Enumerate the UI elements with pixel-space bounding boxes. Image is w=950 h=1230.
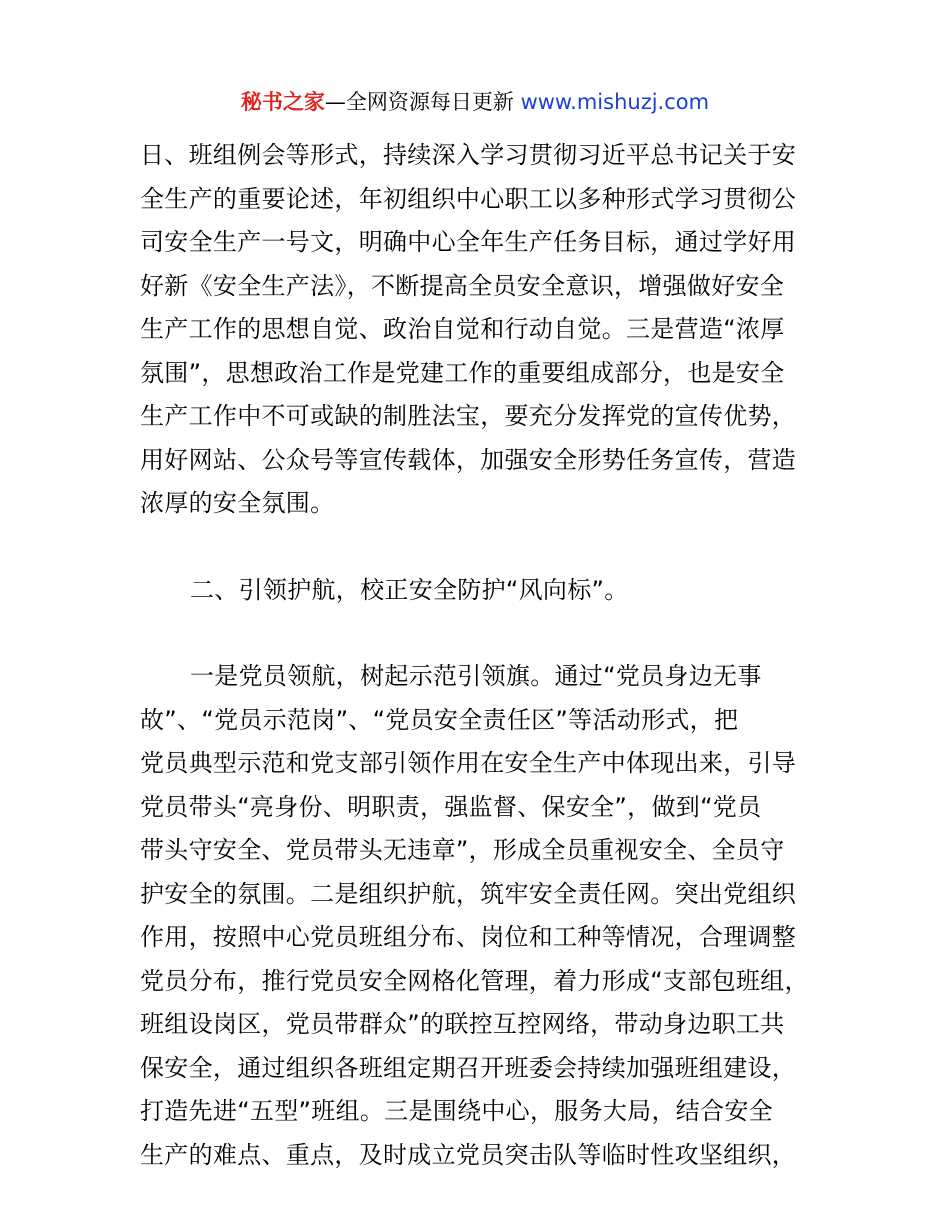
text-line: 氛围”，思想政治工作是党建工作的重要组成部分，也是安全 (140, 358, 785, 387)
text-line: 浓厚的安全氛围。 (140, 489, 335, 517)
text-line: 司安全生产一号文，明确中心全年生产任务目标，通过学好用 (140, 228, 797, 256)
text-line: 党员带头“亮身份、明职责，强监督、保安全”，做到“党员 (140, 792, 762, 821)
text-line: 打造先进“五型”班组。三是围绕中心，服务大局，结合安全 (140, 1097, 773, 1125)
paragraph-spacer (140, 526, 820, 569)
site-header (0, 88, 950, 116)
text-line: 保安全，通过组织各班组定期召开班委会持续加强班组建设， (140, 1053, 797, 1082)
text-line: 生产工作中不可或缺的制胜法宝，要充分发挥党的宣传优势， (140, 402, 797, 430)
section-heading: 二、引领护航，校正安全防护“风向标”。 (190, 575, 629, 604)
header-tagline: —全网资源每日更新 (324, 90, 521, 114)
text-line: 党员分布，推行党员安全网格化管理，着力形成“支部包班组， (140, 966, 809, 995)
text-line: 生产的难点、重点，及时成立党员突击队等临时性攻坚组织， (140, 1140, 797, 1169)
text-line: 班组设岗区，党员带群众”的联控互控网络，带动身边职工共 (140, 1010, 785, 1038)
paragraph-1 (140, 134, 820, 526)
text-line: 好新《安全生产法》，不断提高全员安全意识，增强做好安全 (140, 271, 785, 300)
text-line: 作用，按照中心党员班组分布、岗位和工种等情况，合理调整 (140, 923, 797, 951)
brand-name: 秘书之家 (240, 90, 325, 114)
text-line: 生产工作的思想自觉、政治自觉和行动自觉。三是营造“浓厚 (140, 315, 785, 343)
paragraph-3 (140, 655, 820, 1177)
text-line: 党员典型示范和党支部引领作用在安全生产中体现出来，引导 (140, 749, 797, 777)
site-url-link[interactable]: www.mishuzj.com (520, 90, 710, 114)
text-line: 用好网站、公众号等宣传载体，加强安全形势任务宣传，营造 (140, 445, 797, 474)
text-line: 一是党员领航，树起示范引领旗。通过“党员身边无事 (190, 662, 762, 690)
paragraph-spacer (140, 612, 820, 655)
text-line: 护安全的氛围。二是组织护航，筑牢安全责任网。突出党组织 (140, 879, 797, 908)
document-body (140, 134, 820, 1177)
text-line: 全生产的重要论述，年初组织中心职工以多种形式学习贯彻公 (140, 184, 797, 213)
text-line: 日、班组例会等形式，持续深入学习贯彻习近平总书记关于安 (140, 141, 797, 169)
text-line: 故”、“党员示范岗”、“党员安全责任区”等活动形式，把 (140, 705, 739, 734)
text-line: 带头守安全、党员带头无违章”，形成全员重视安全、全员守 (140, 836, 785, 864)
